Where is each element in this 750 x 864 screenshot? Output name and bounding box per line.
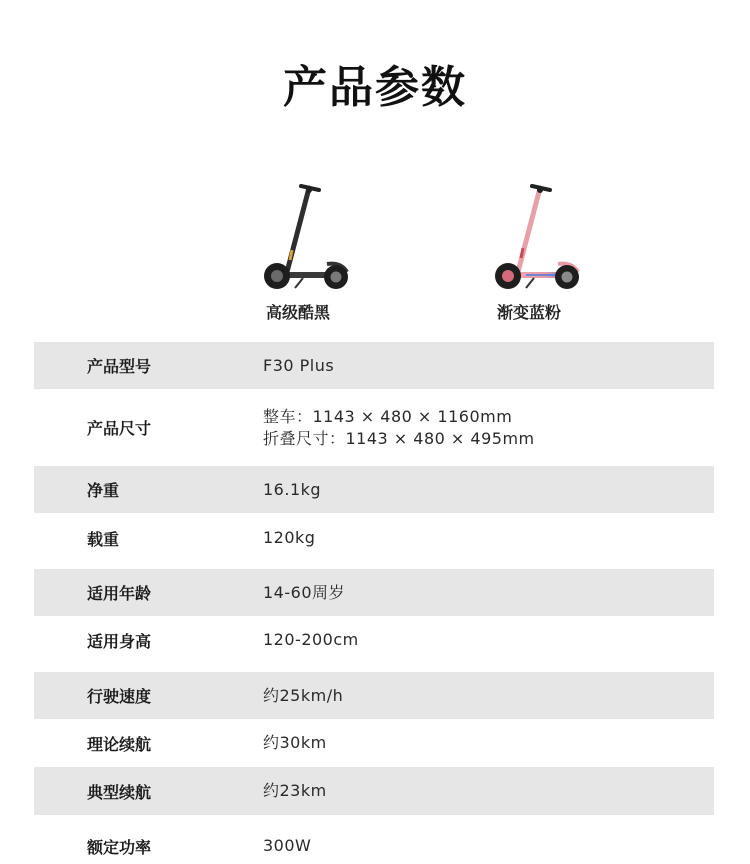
spec-value: 14-60周岁 (263, 582, 345, 602)
spec-row-theoretical-range (34, 719, 714, 767)
spec-value: F30 Plus (263, 355, 335, 375)
product-black (228, 180, 368, 324)
spec-label: 净重 (87, 481, 120, 500)
spec-value: 约25km/h (263, 685, 344, 705)
spec-label: 产品尺寸 (87, 419, 152, 438)
spec-row-speed (34, 672, 714, 719)
spec-row-height (34, 616, 714, 672)
spec-value: 约23km (263, 781, 327, 800)
spec-value: 300W (263, 836, 312, 855)
spec-value: 约30km (263, 733, 327, 752)
spec-row-age (34, 569, 714, 616)
spec-row-size (34, 389, 714, 466)
spec-value-group (263, 406, 535, 450)
product-name-pink: 渐变蓝粉 (496, 303, 561, 322)
spec-value: 120-200cm (263, 630, 359, 649)
spec-label: 额定功率 (87, 838, 152, 857)
spec-label: 适用年龄 (87, 584, 152, 603)
spec-value: 120kg (263, 528, 316, 547)
product-pink (459, 180, 599, 324)
scooter-black-image (243, 180, 353, 292)
product-name-black: 高级酷黑 (265, 303, 330, 322)
spec-row-model (34, 342, 714, 389)
spec-value-line: 折叠尺寸：1143 × 480 × 495mm (263, 428, 535, 448)
spec-value-line: 整车：1143 × 480 × 1160mm (263, 406, 513, 426)
scooter-pink-image (474, 180, 584, 292)
spec-row-net-weight (34, 466, 714, 513)
spec-row-rated-power (34, 815, 714, 864)
spec-label: 理论续航 (87, 734, 152, 754)
spec-label: 典型续航 (87, 782, 152, 802)
spec-label: 产品型号 (87, 357, 152, 376)
spec-row-typical-range (34, 767, 714, 815)
page-title: 产品参数 (283, 62, 467, 113)
spec-value: 16.1kg (263, 479, 322, 499)
spec-label: 行驶速度 (87, 687, 152, 706)
spec-label: 载重 (87, 530, 120, 549)
spec-label: 适用身高 (87, 632, 152, 651)
spec-row-load (34, 513, 714, 569)
